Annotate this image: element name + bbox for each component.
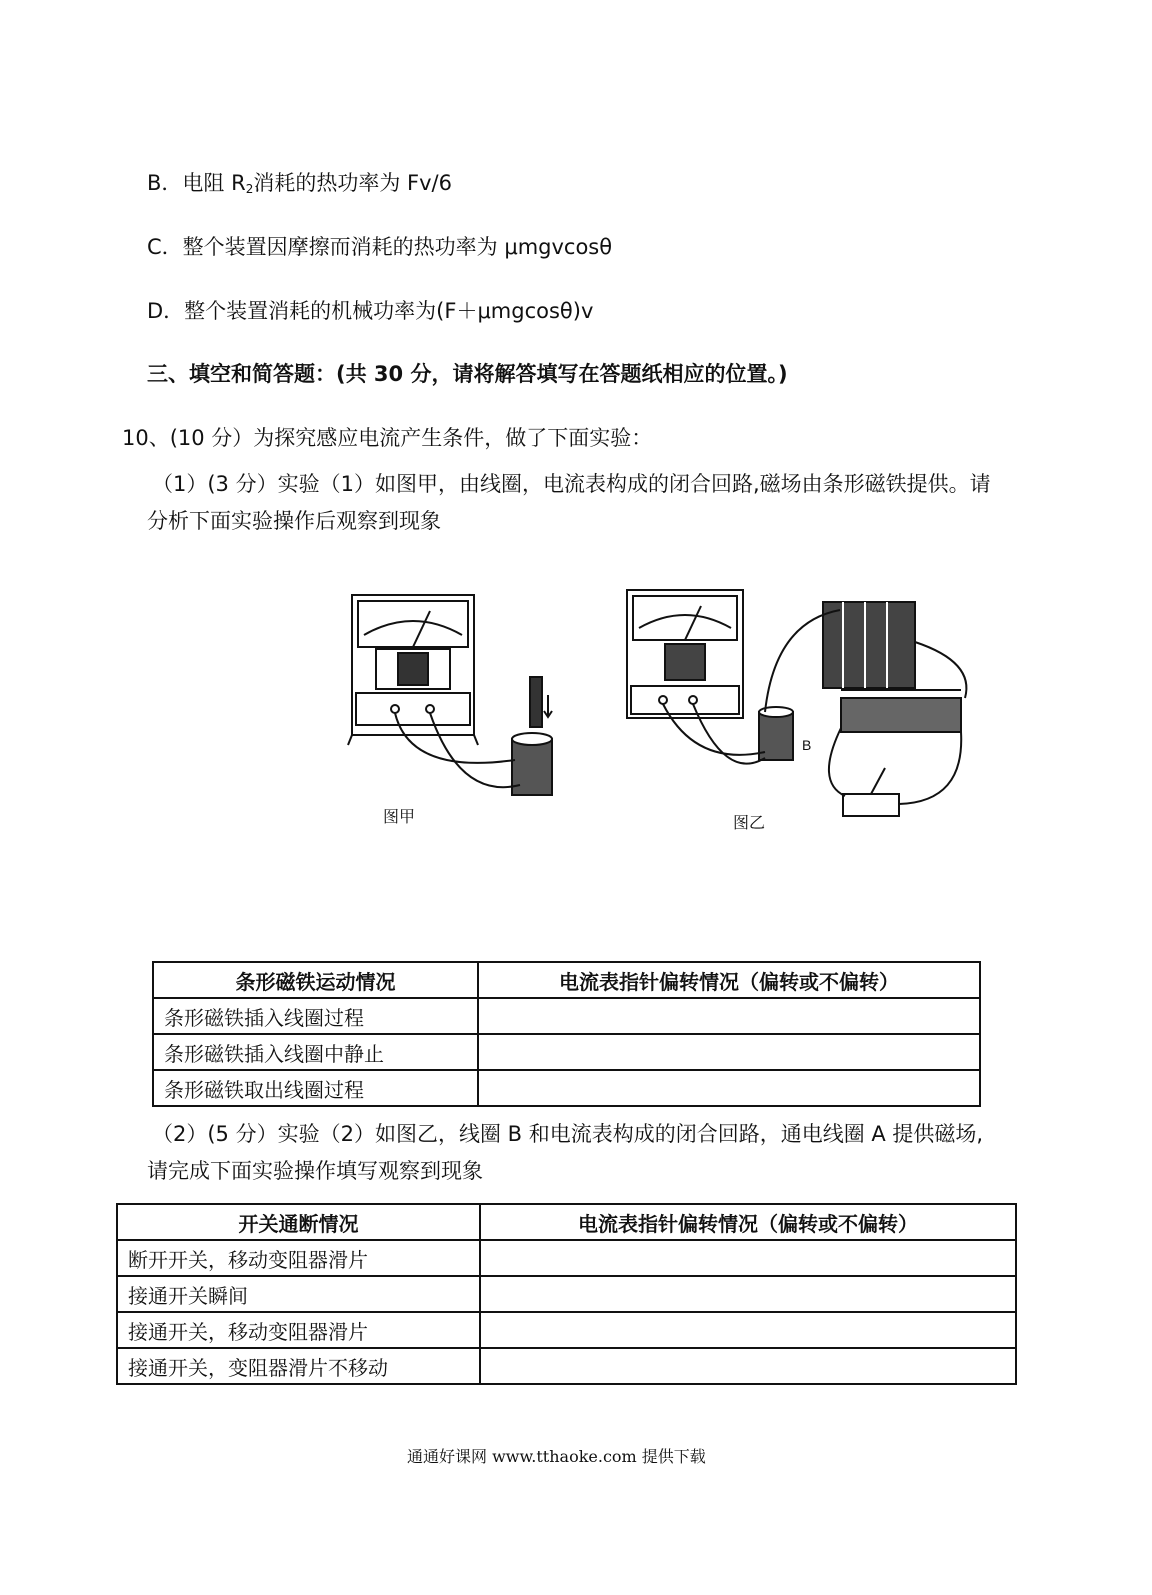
figure-left-caption: 图甲 [383,807,416,826]
answer-cell[interactable] [480,1276,1016,1312]
row-label: 条形磁铁插入线圈过程 [153,998,478,1034]
figure-left-apparatus [340,585,560,810]
row-label: 条形磁铁取出线圈过程 [153,1070,478,1106]
table-row [153,998,980,1034]
table-row [117,1348,1016,1384]
table-header-cell: 条形磁铁运动情况 [153,962,478,998]
row-label: 条形磁铁插入线圈中静止 [153,1034,478,1070]
table-magnet-motion [152,961,981,1107]
figure-right-caption: 图乙 [733,813,766,832]
table-header-row [117,1204,1016,1240]
option-b-suffix: 消耗的热功率为 Fv/6 [253,171,452,195]
table-header-cell: 开关通断情况 [117,1204,480,1240]
coil-b-label: B [802,737,812,753]
answer-cell[interactable] [480,1240,1016,1276]
answer-cell[interactable] [478,1070,980,1106]
answer-cell[interactable] [478,1034,980,1070]
row-label: 断开开关，移动变阻器滑片 [117,1240,480,1276]
table-row [117,1276,1016,1312]
row-label: 接通开关瞬间 [117,1276,480,1312]
table-header-cell: 电流表指针偏转情况（偏转或不偏转） [480,1204,1016,1240]
question-10-part-1: （1）(3 分）实验（1）如图甲，由线圈，电流表构成的闭合回路,磁场由条形磁铁提供。请分析下面实验操作后观察到现象 [147,472,991,533]
page-footer: 通通好课网 www.tthaoke.com 提供下载 [407,1447,706,1466]
option-d: D．整个装置消耗的机械功率为(F＋μmgcosθ)v [147,299,594,323]
table-row [117,1312,1016,1348]
option-b-subscript: 2 [245,182,254,196]
option-c: C．整个装置因摩擦而消耗的热功率为 μmgvcosθ [147,235,613,259]
answer-cell[interactable] [478,998,980,1034]
option-b-prefix: B．电阻 R [147,171,246,195]
question-10-stem: 10、(10 分）为探究感应电流产生条件，做了下面实验： [122,426,653,450]
table-row [153,1034,980,1070]
option-b [147,167,452,197]
row-label: 接通开关，变阻器滑片不移动 [117,1348,480,1384]
figure-right-apparatus [615,582,990,830]
table-row [153,1070,980,1106]
row-label: 接通开关，移动变阻器滑片 [117,1312,480,1348]
table-switch-state [116,1203,1017,1385]
answer-cell[interactable] [480,1348,1016,1384]
table-row [117,1240,1016,1276]
table-header-cell: 电流表指针偏转情况（偏转或不偏转） [478,962,980,998]
answer-cell[interactable] [480,1312,1016,1348]
section-title: 三、填空和简答题：(共 30 分，请将解答填写在答题纸相应的位置。) [147,362,788,386]
table-header-row [153,962,980,998]
question-10-part-2: （2）(5 分）实验（2）如图乙，线圈 B 和电流表构成的闭合回路，通电线圈 A 提供磁场,请完成下面实验操作填写观察到现象 [147,1122,984,1183]
